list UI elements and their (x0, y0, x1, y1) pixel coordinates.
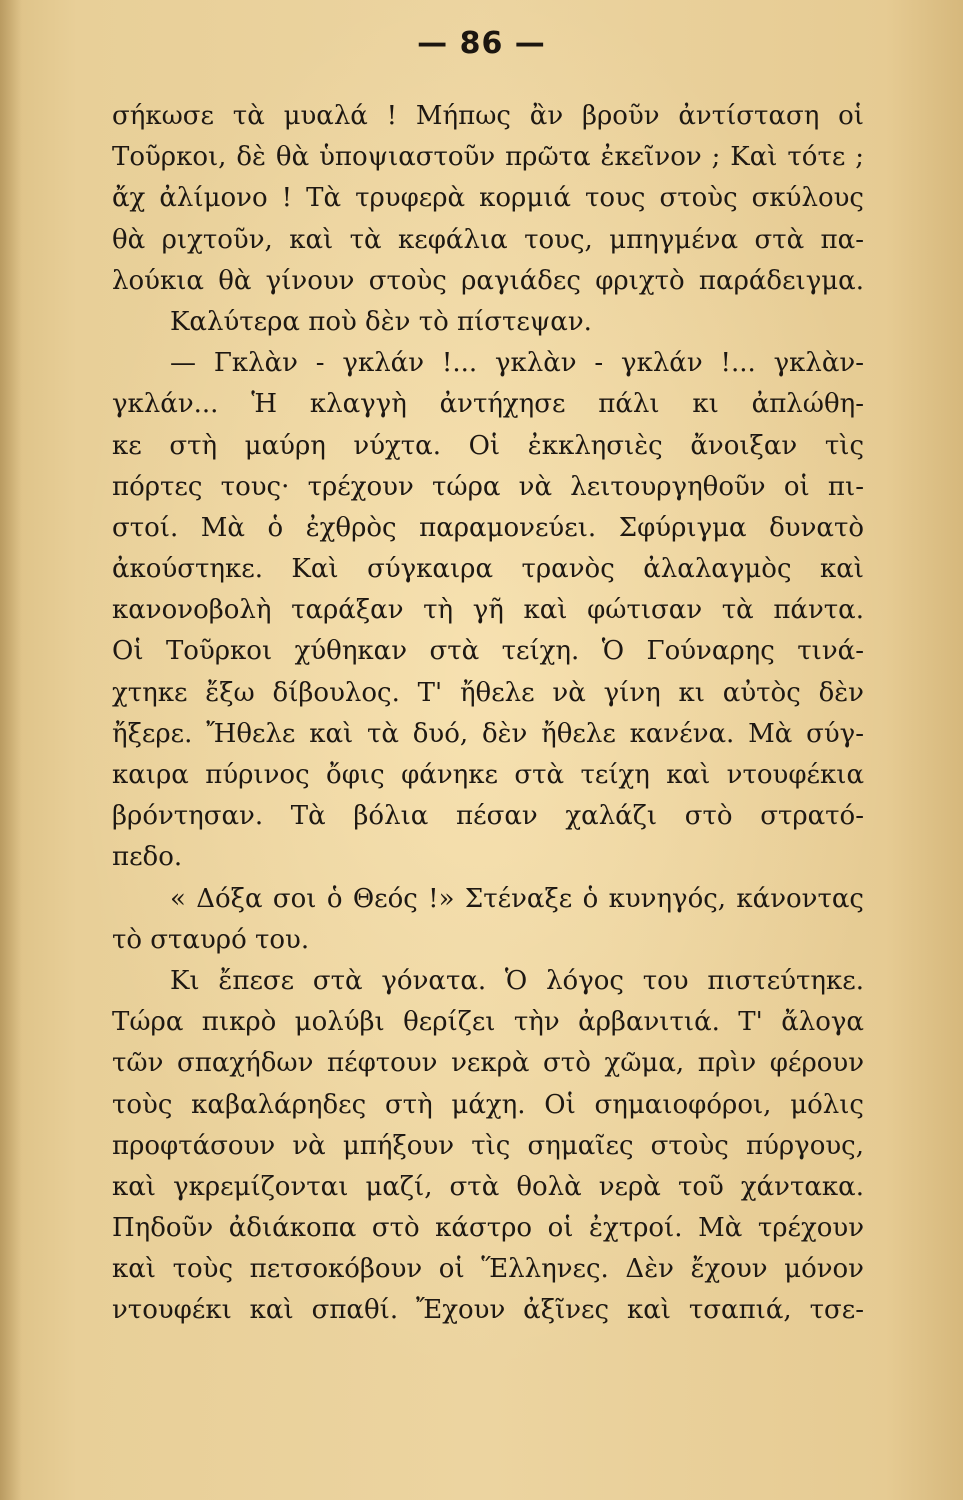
text-line: Τώρα πικρὸ μολύβι θερίζει τὴν ἀρβανιτιά. Τ' ἄλογα (112, 1007, 864, 1038)
text-body (112, 96, 864, 1332)
text-line: καὶ γκρεμίζονται μαζί, στὰ θολὰ νερὰ τοῦ χάντακα. (112, 1171, 864, 1202)
text-line: προφτάσουν νὰ μπήξουν τὶς σημαῖες στοὺς πύργους, (112, 1130, 864, 1161)
text-line: ἤξερε. Ἤθελε καὶ τὰ δυό, δὲν ἤθελε κανένα. Μὰ σύγ- (112, 718, 864, 749)
text-line: Τοῦρκοι, δὲ θὰ ὑποψιαστοῦν πρῶτα ἐκεῖνον ; Καὶ τότε ; (112, 142, 864, 173)
text-line: ἀκούστηκε. Καὶ σύγκαιρα τρανὸς ἀλαλαγμὸς καὶ (112, 554, 864, 585)
text-line: ἄχ ἀλίμονο ! Τὰ τρυφερὰ κορμιά τους στοὺς σκύλους (112, 183, 864, 214)
text-line: γκλάν... Ἡ κλαγγὴ ἀντήχησε πάλι κι ἀπλώθη- (112, 389, 864, 420)
text-line: Πηδοῦν ἀδιάκοπα στὸ κάστρο οἱ ἐχτροί. Μὰ τρέχουν (112, 1213, 864, 1244)
text-line: Οἱ Τοῦρκοι χύθηκαν στὰ τείχη. Ὁ Γούναρης τινά- (112, 636, 864, 667)
text-line: θὰ ριχτοῦν, καὶ τὰ κεφάλια τους, μπηγμένα στὰ πα- (112, 224, 864, 255)
text-line: στοί. Μὰ ὁ ἐχθρὸς παραμονεύει. Σφύριγμα δυνατὸ (112, 512, 864, 543)
text-line: πόρτες τους· τρέχουν τώρα νὰ λειτουργηθοῦν οἱ πι- (112, 471, 864, 502)
text-line: κανονοβολὴ ταράξαν τὴ γῆ καὶ φώτισαν τὰ πάντα. (112, 595, 864, 626)
text-line: λούκια θὰ γίνουν στοὺς ραγιάδες φριχτὸ παράδειγμα. (112, 265, 864, 296)
text-line: — Γκλὰν - γκλάν !... γκλὰν - γκλάν !... γκλὰν- (170, 348, 864, 379)
text-line: Κι ἔπεσε στὰ γόνατα. Ὁ λόγος του πιστεύτηκε. (170, 965, 864, 996)
page-number: — 86 — (417, 26, 546, 61)
text-line: τῶν σπαχήδων πέφτουν νεκρὰ στὸ χῶμα, πρὶν φέρουν (112, 1048, 864, 1079)
text-line: βρόντησαν. Τὰ βόλια πέσαν χαλάζι στὸ στρατό- (112, 801, 864, 832)
text-line: σήκωσε τὰ μυαλά ! Μήπως ἂν βροῦν ἀντίσταση οἱ (112, 101, 864, 131)
text-line: τοὺς καβαλάρηδες στὴ μάχη. Οἱ σημαιοφόροι, μόλις (112, 1089, 864, 1120)
text-line: Καλύτερα ποὺ δὲν τὸ πίστεψαν. (170, 306, 592, 337)
text-line: καὶ τοὺς πετσοκόβουν οἱ Ἕλληνες. Δὲν ἔχουν μόνον (112, 1254, 864, 1285)
page-edge-shadow (0, 0, 22, 1500)
text-line: πεδο. (112, 842, 183, 873)
text-line: τὸ σταυρό του. (112, 924, 310, 955)
text-line: ντουφέκι καὶ σπαθί. Ἔχουν ἀξῖνες καὶ τσαπιά, τσε- (112, 1295, 864, 1326)
text-line: χτηκε ἔξω δίβουλος. Τ' ἤθελε νὰ γίνη κι αὐτὸς δὲν (112, 677, 864, 708)
text-line: καιρα πύρινος ὄφις φάνηκε στὰ τείχη καὶ ντουφέκια (112, 760, 864, 790)
text-line: « Δόξα σοι ὁ Θεός !» Στέναξε ὁ κυνηγός, κάνοντας (170, 883, 864, 914)
text-line: κε στὴ μαύρη νύχτα. Οἱ ἐκκλησιὲς ἄνοιξαν τὶς (112, 430, 864, 461)
